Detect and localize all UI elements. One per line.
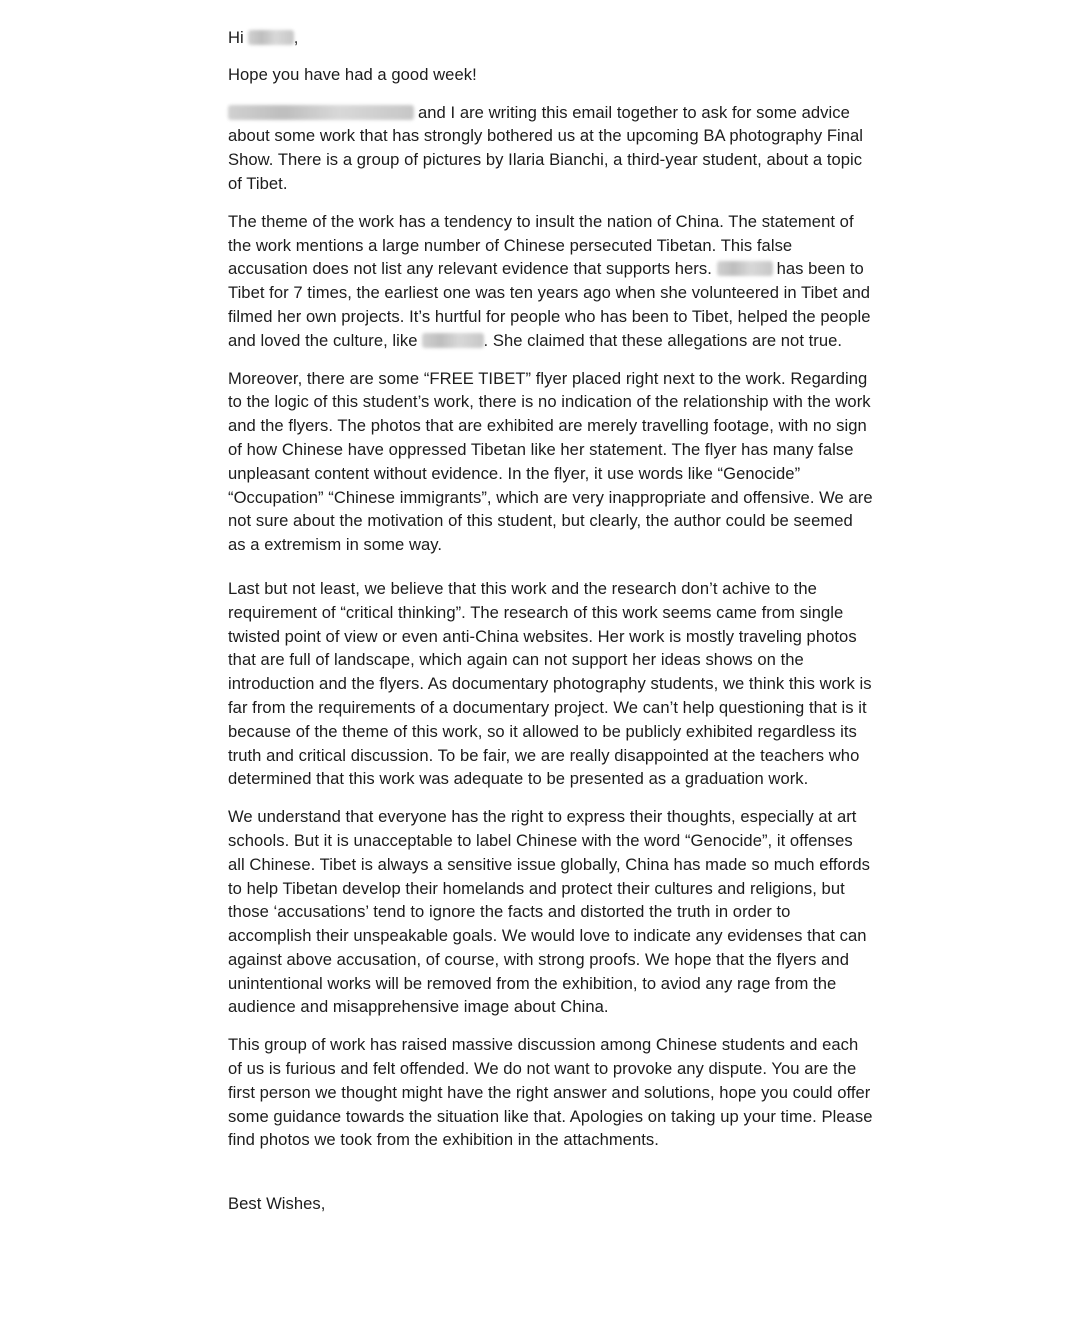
intro-paragraph: Hope you have had a good week! [228, 64, 477, 84]
redacted-name [422, 333, 484, 348]
redacted-recipient-name [248, 30, 294, 45]
redacted-name [717, 261, 773, 276]
paragraph-3: Moreover, there are some “FREE TIBET” flyer placed right next to the work. Regarding to the logic of this student’s work, there is no indication of the relationship with the work and the flyers. The photos that are exhibited are merely travelling footage, with no sign of how Chinese have oppressed Tibetan like her statement. The flyer has many false unpleasant content without evidence. In the flyer, it use words like “Genocide” “Occupation” “Chinese immigrants”, which are very inappropriate and offensive. We are not sure about the motivation of this student, but clearly, the author could be seemed as a extremism in some way. [228, 368, 873, 555]
paragraph-1 [228, 101, 873, 196]
paragraph-4: Last but not least, we believe that this work and the research don’t achive to the requirement of “critical thinking”. The research of this work seems came from single twisted point of view or even anti-China websites. Her work is mostly traveling photos that are full of landscape, which again can not support her ideas shows on the introduction and the flyers. As documentary photography students, we think this work is far from the requirements of a documentary project. We can’t help questioning that is it because of the theme of this work, so it allowed to be publicly exhibited regardless its truth and critical discussion. To be fair, we are really disappointed at the teachers who determined that this work was adequate to be presented as a graduation work. [228, 578, 872, 789]
greeting-comma: , [293, 28, 299, 47]
signoff: Best Wishes, [228, 1194, 326, 1214]
paragraph-2-end: . She claimed that these allegations are not true. [483, 330, 843, 350]
greeting-line [228, 26, 873, 50]
paragraph-5: We understand that everyone has the right to express their thoughts, especially at art schools. But it is unacceptable to label Chinese with the word “Genocide”, it offenses all Chinese. Tibet is always a sensitive issue globally, China has made so much effords to help Tibetan develop their homelands and protect their cultures and religions, but those ‘accusations’ tend to ignore the facts and distorted the truth in order to accomplish their unspeakable goals. We would love to indicate any evidenses that can against above accusation, of course, with strong proofs. We hope that the flyers and unintentional works will be removed from the exhibition, to aviod any rage from the audience and misapprehensive image about China. [228, 807, 870, 1017]
paragraph-6: This group of work has raised massive discussion among Chinese students and each of us is furious and felt offended. We do not want to provoke any dispute. You are the first person we thought might have the right answer and solutions, hope you could offer some guidance towards the situation like that. Apologies on taking up your time. Please find photos we took from the exhibition in the attachments. [228, 1035, 873, 1150]
paragraph-2-middle: has been to Tibet for 7 times, the earliest one was ten years ago when she volunteered in Tibet and filmed her own projects. It’s hurtful for people who has been to Tibet, helped the people and loved the culture, like [228, 259, 871, 350]
paragraph-1-text: and I are writing this email together to ask for some advice about some work that has strongly bothered us at the upcoming BA photography Final Show. There is a group of pictures by Ilaria Bianchi, a third-year student, about a topic of Tibet. [228, 102, 864, 193]
greeting-text: Hi [228, 28, 244, 47]
paragraph-2 [228, 210, 873, 353]
redacted-sender-name [228, 105, 414, 120]
email-body [228, 26, 873, 1216]
paragraph-2-start: The theme of the work has a tendency to insult the nation of China. The statement of the work mentions a large number of Chinese persecuted Tibetan. This false accusation does not list any relevant evidence that supports hers. [228, 211, 854, 279]
